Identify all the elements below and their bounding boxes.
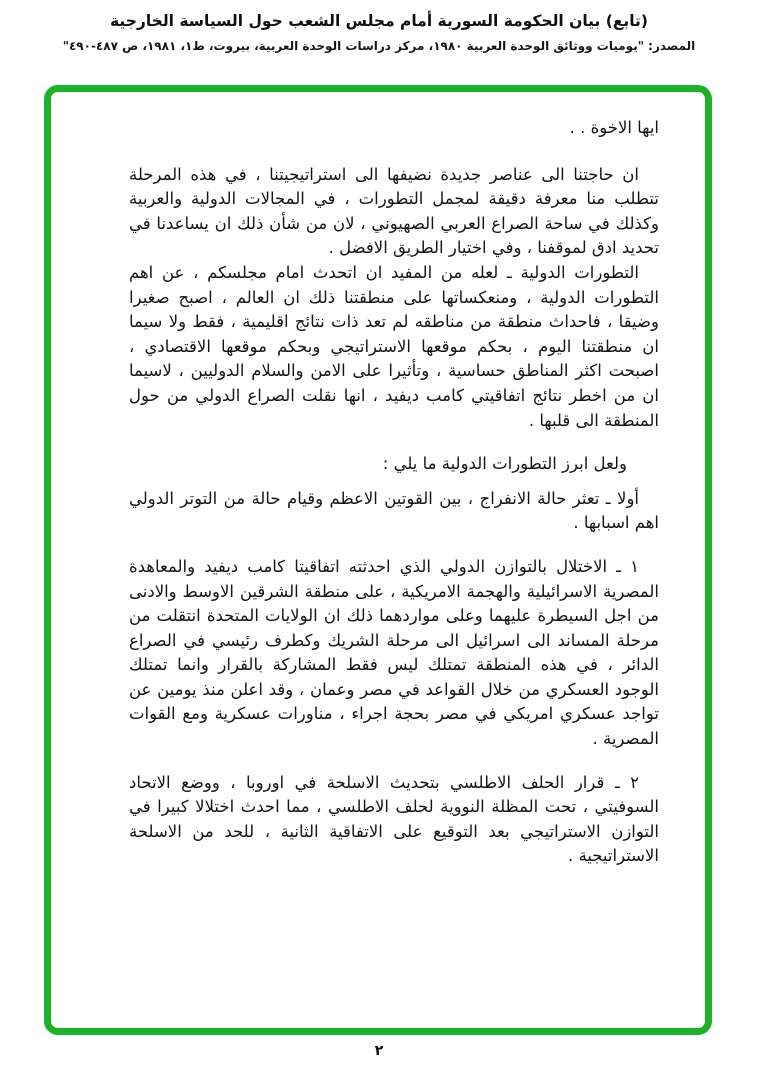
- paragraph-first-detente: أولا ـ تعثر حالة الانفراج ، بين القوتين الاعظم وقيام حالة من التوتر الدولي اهم اسبابها .: [129, 488, 659, 533]
- paragraph-developments-intro: ولعل ابرز التطورات الدولية ما يلي :: [382, 454, 627, 474]
- paragraph-item-1-camp-david: ١ ـ الاختلال بالتوازن الدولي الذي احدثته اتفاقيتا كامب ديفيد والمعاهدة المصرية الاسرائيلية والهجمة الامريكية ، على منطقة الشرقين الاوسط والادنى من اجل السيطرة عليهما وعلى مواردهما ذلك ان الولايات المتحدة انتقلت من مرحلة المساند الى اسرائيل الى مرحلة الشريك وكطرف رئيسي في الصراع الدائر ، في هذه المنطقة تمتلك ليس فقط المشاركة بالقرار وانما تمتلك الوجود العسكري من خلال القواعد في مصر وعمان ، وقد اعلن منذ يومين عن تواجد عسكري امريكي في مصر بحجة اجراء ، مناورات عسكرية ومع القوات المصرية .: [129, 556, 659, 749]
- page-header-title: (تابع) بيان الحكومة السورية أمام مجلس الشعب حول السياسة الخارجية: [110, 12, 648, 30]
- salutation-line: ايها الاخوة . .: [569, 118, 659, 137]
- paragraph-item-2-nato: ٢ ـ قرار الحلف الاطلسي بتحديث الاسلحة في اوروبا ، ووضع الاتحاد السوفيتي ، تحت المظلة النووية لحلف الاطلسي ، مما احدث اختلالا كبيرا في التوازن الاستراتيجي بعد التوقيع على الاتفاقية الثانية ، للحد من الاسلحة الاستراتيجية .: [129, 772, 659, 866]
- page-number: ٢: [374, 1043, 384, 1059]
- paragraph-international-developments: التطورات الدولية ـ لعله من المفيد ان اتحدث امام مجلسكم ، عن اهم التطورات الدولية ، ومنعكساتها على منطقتنا ذلك ان العالم ، اصبح صغيرا وضيقا ، فاحداث منطقة من مناطقه لم تعد ذات نتائج اقليمية ، فقط ولا سيما ان منطقتنا اليوم ، بحكم موقعها الاستراتيجي وبحكم موقعها الاقتصادي ، اصبحت اكثر المناطق حساسية ، وتأثيرا على الامن والسلام الدوليين ، لاسيما ان من اخطر نتائج اتفاقيتي كامب ديفيد ، انها نقلت الصراع الدولي من حول المنطقة الى قلبها .: [129, 262, 659, 430]
- page-header: [0, 10, 758, 55]
- source-citation: المصدر: "يوميات ووثائق الوحدة العربية ١٩٨٠، مركز دراسات الوحدة العربية، بيروت، ط١، ١٩٨١، ص ٤٨٧-٤٩٠": [62, 39, 696, 53]
- paragraph-strategy-need: ان حاجتنا الى عناصر جديدة نضيفها الى استراتيجيتنا ، في هذه المرحلة تتطلب منا معرفة دقيقة لمجمل التطورات ، في المجالات الدولية والعربية وكذلك في ساحة الصراع العربي الصهيوني ، لان من شأن ذلك ان يساعدنا في تحديد ادق لموقفنا ، وفي اختيار الطريق الافضل .: [129, 164, 659, 258]
- content-border-box: [44, 85, 712, 1035]
